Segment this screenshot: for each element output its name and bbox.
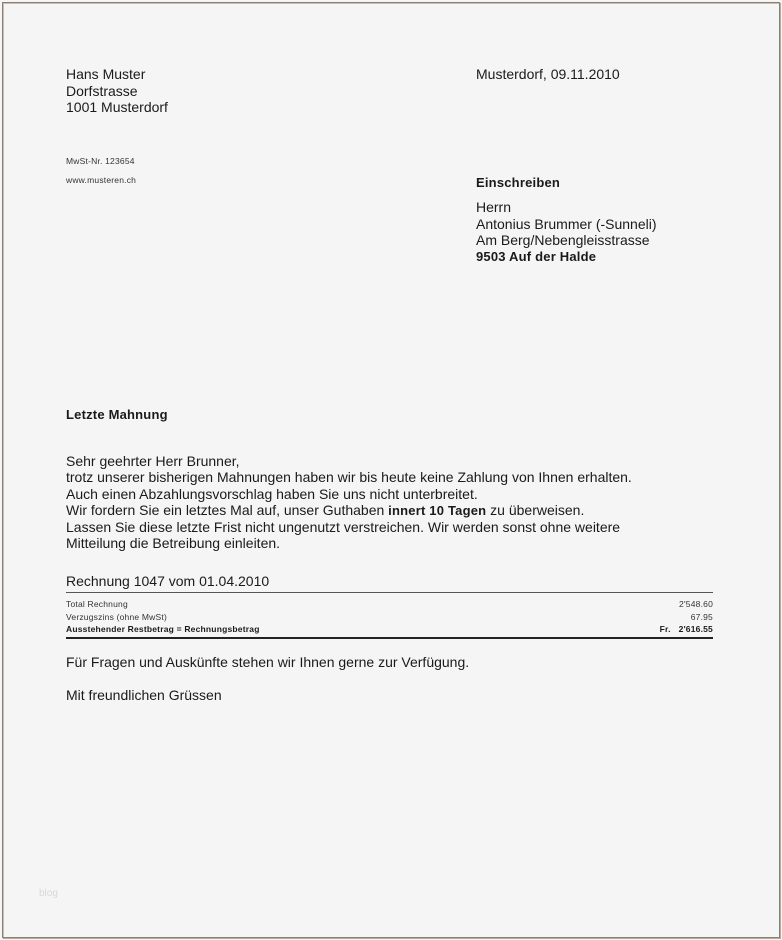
recipient-name: Antonius Brummer (-Sunneli) xyxy=(476,215,657,232)
date-line: Musterdorf, 09.11.2010 xyxy=(476,66,620,82)
invoice-row-label: Total Rechnung xyxy=(66,599,128,609)
sender-website: www.musteren.ch xyxy=(66,175,137,185)
invoice-row-amount: 2'548.60 xyxy=(679,599,713,609)
sender-city: 1001 Musterdorf xyxy=(66,99,168,115)
body-text: zu überweisen. xyxy=(486,501,585,518)
invoice-total-label: Ausstehender Restbetrag = Rechnungsbetrag xyxy=(66,624,260,634)
invoice-row xyxy=(66,611,713,624)
invoice-total-row xyxy=(66,623,713,636)
sender-street: Dorfstrasse xyxy=(66,82,138,99)
sender-name: Hans Muster xyxy=(66,66,146,82)
invoice-table xyxy=(66,592,713,639)
body-line: trotz unserer bisherigen Mahnungen haben wir bis heute keine Zahlung von Ihnen erhalten. xyxy=(66,469,632,486)
closing-regards: Mit freundlichen Grüssen xyxy=(66,687,222,703)
invoice-row xyxy=(66,598,713,611)
invoice-row-label: Verzugszins (ohne MwSt) xyxy=(66,611,167,622)
total-amount-value: 2'616.55 xyxy=(678,624,713,634)
recipient-city: 9503 Auf der Halde xyxy=(476,248,597,264)
sender-address xyxy=(66,66,168,116)
letter-body xyxy=(66,453,632,552)
delivery-method: Einschreiben xyxy=(476,175,561,190)
closing-questions: Für Fragen und Auskünfte stehen wir Ihnen gerne zur Verfügung. xyxy=(66,654,470,670)
vat-number: MwSt-Nr. 123654 xyxy=(66,156,135,166)
greeting: Sehr geehrter Herr Brunner, xyxy=(66,453,240,469)
deadline-emphasis: innert 10 Tagen xyxy=(388,502,487,518)
body-line: Mitteilung die Betreibung einleiten. xyxy=(66,535,281,552)
invoice-total-amount xyxy=(660,623,713,636)
invoice-row-amount: 67.95 xyxy=(690,611,713,622)
recipient-salutation: Herrn xyxy=(476,199,512,215)
recipient-street: Am Berg/Nebengleisstrasse xyxy=(476,232,650,248)
body-line: Lassen Sie diese letzte Frist nicht ungenutzt verstreichen. Wir werden sonst ohne weitere xyxy=(66,519,621,536)
invoice-title: Rechnung 1047 vom 01.04.2010 xyxy=(66,573,270,589)
body-line: Auch einen Abzahlungsvorschlag haben Sie uns nicht unterbreitet. xyxy=(66,485,478,502)
body-line xyxy=(66,502,632,519)
letter-subject: Letzte Mahnung xyxy=(66,407,168,422)
body-text: Wir fordern Sie ein letztes Mal auf, unser Guthaben xyxy=(66,501,389,518)
currency-label: Fr. xyxy=(659,624,671,634)
recipient-address xyxy=(476,199,657,265)
watermark: blog xyxy=(39,888,58,899)
